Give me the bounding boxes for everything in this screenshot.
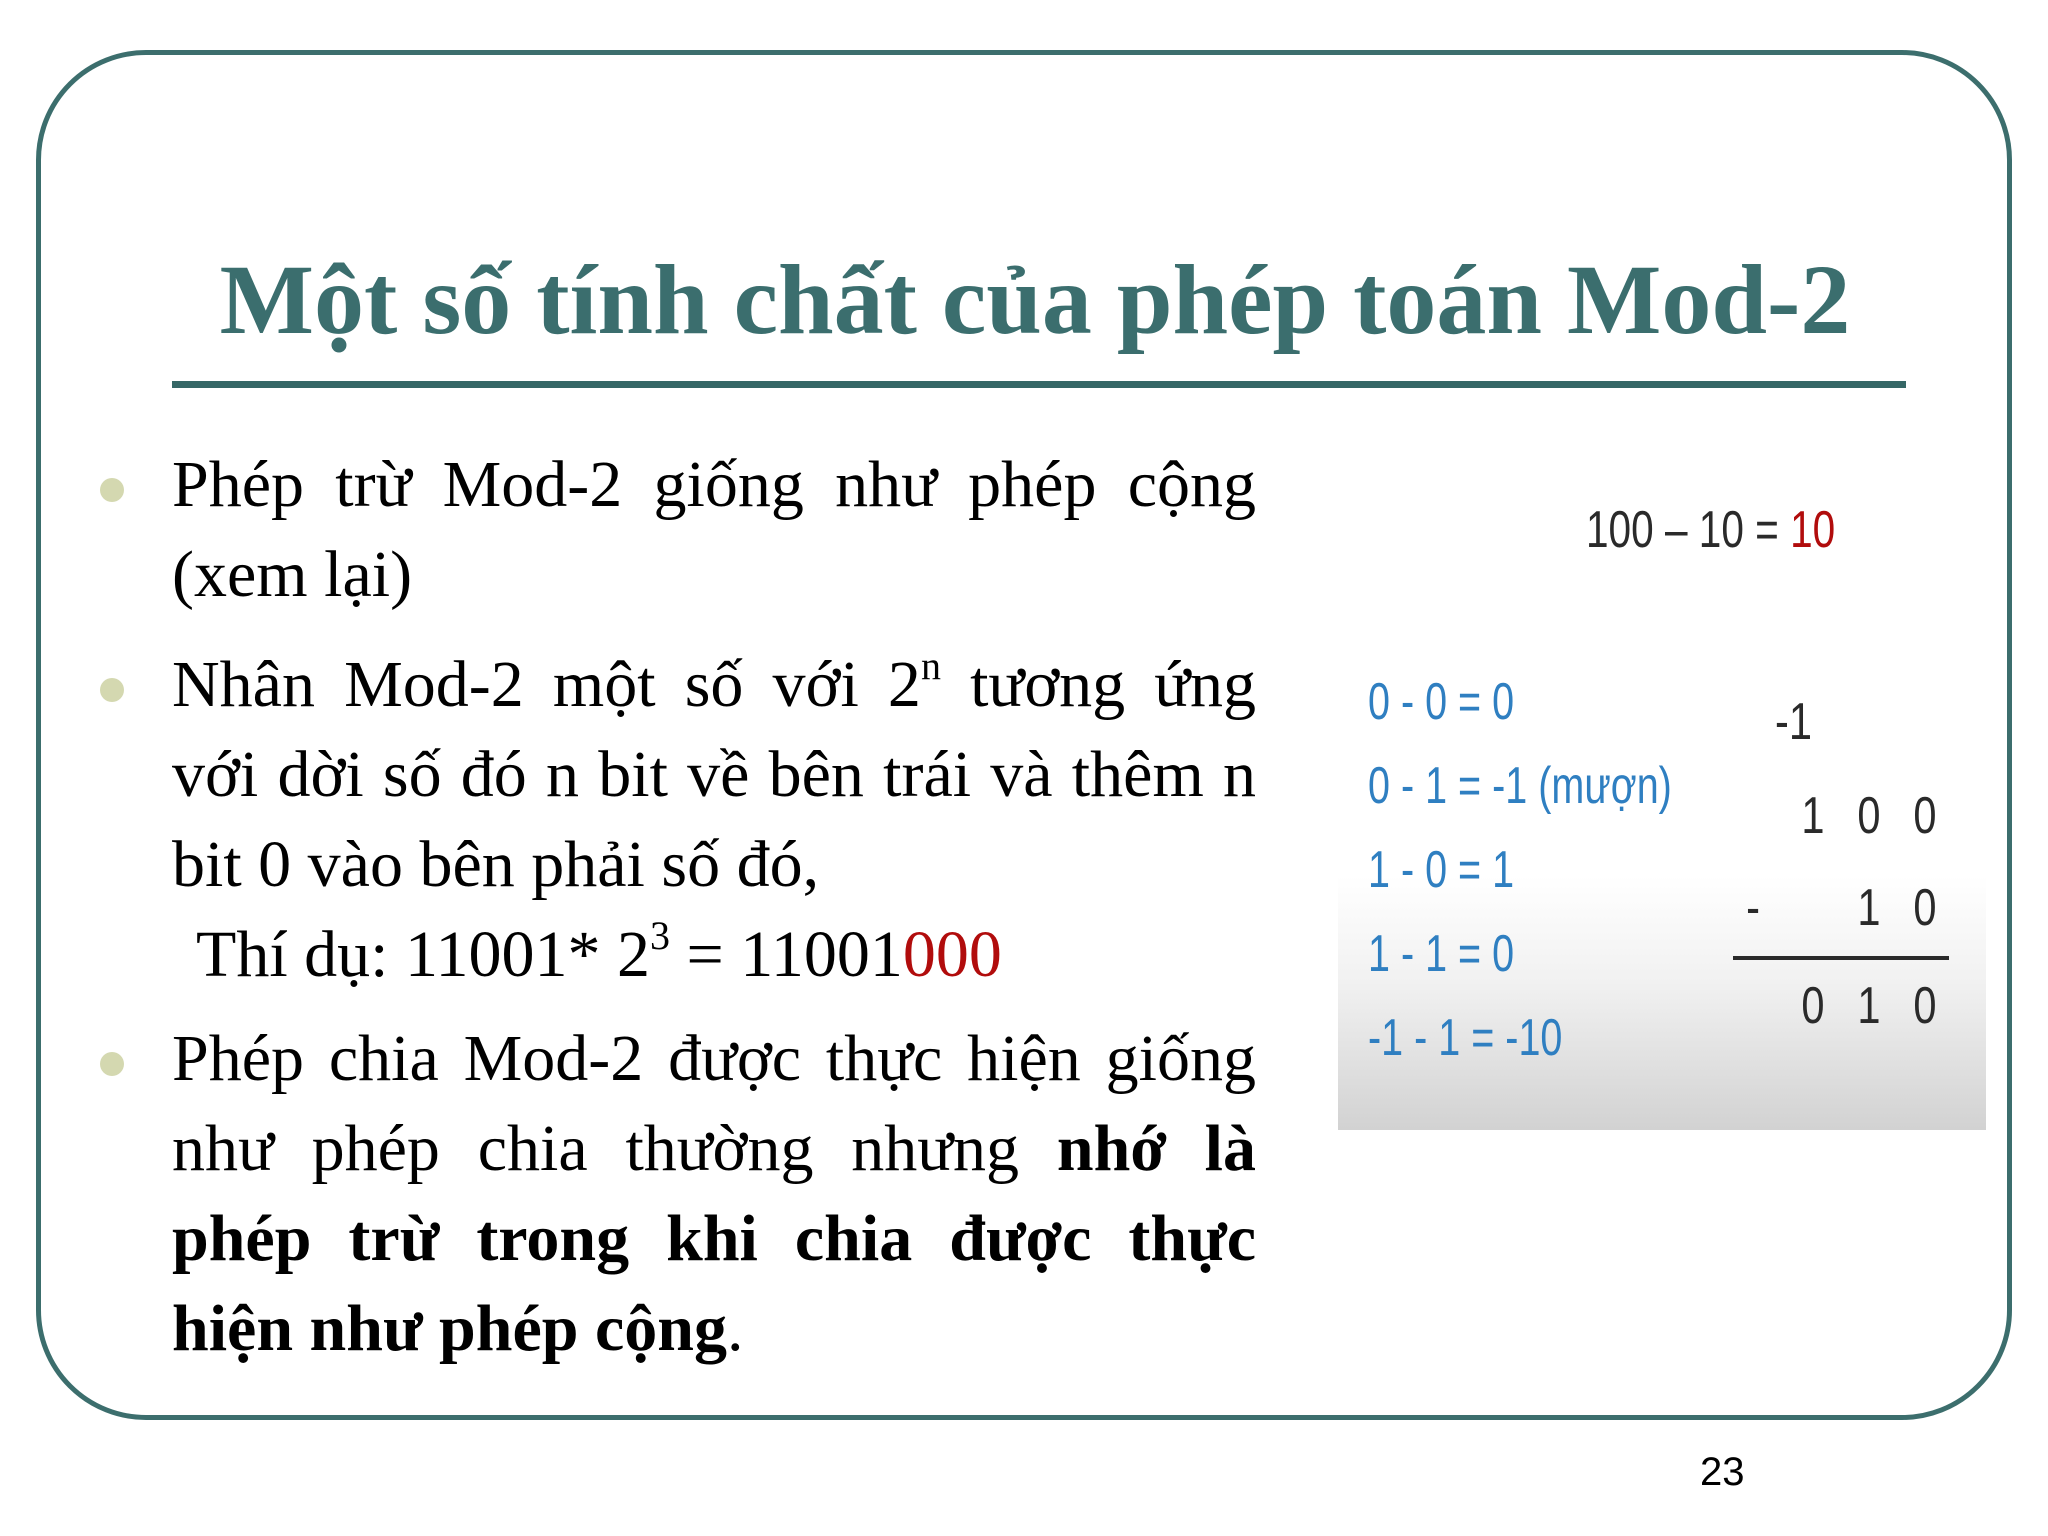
bullet-text: Phép trừ Mod-2 giống như phép cộng (xem lại) [172,448,1256,611]
example-line [96,910,1256,1000]
slide-title: Một số tính chất của phép toán Mod-2 [219,244,1851,355]
example-equation: = 11001 [670,918,903,991]
bullet-text-part: Phép chia Mod-2 được thực hiện giống như phép chia thường nhưng [172,1022,1256,1185]
rule-line: 1 - 1 = 0 [1368,925,1515,983]
bullet-text [172,1014,1256,1374]
digit: 1 [1801,787,1825,845]
bullet-item-multiplication [96,640,1256,910]
bullet-text [172,640,1256,910]
rule-line: 1 - 0 = 1 [1368,841,1515,899]
rule-line: 0 - 0 = 0 [1368,673,1515,731]
bullet-item-division [96,1014,1256,1374]
example-prefix: Thí dụ: 11001* 2 [196,918,651,991]
bullet-dot-icon [100,1052,124,1076]
example-exponent: 3 [650,913,671,958]
figure-equation-left: 100 – 10 = [1586,501,1791,559]
example-appended-zeros: 000 [902,918,1002,991]
result-line [1733,956,1949,960]
digit: 0 [1857,787,1881,845]
bullet-dot-icon [100,478,124,502]
borrow-mark: -1 [1775,693,1812,751]
digit: 0 [1913,787,1937,845]
bullet-text-part: Nhân Mod-2 một số với 2 [172,648,921,721]
page-number: 23 [1700,1450,1745,1494]
digit: 1 [1857,879,1881,937]
subtraction-figure [1338,460,1986,1130]
column-subtraction [1733,460,1983,1120]
bullet-text-emphasis: nhớ là phép trừ trong khi chia được thực hiện như phép cộng [172,1112,1256,1365]
rule-line: -1 - 1 = -10 [1368,1009,1563,1067]
digit: 0 [1913,879,1937,937]
subtraction-rules [1368,660,1768,1080]
digit: 1 [1857,977,1881,1035]
title-underline [172,381,1906,388]
minus-sign: - [1746,879,1760,937]
bullet-list [96,440,1256,1374]
bullet-item-subtraction [96,440,1256,620]
bullet-dot-icon [100,678,124,702]
bullet-text-part: . [726,1292,744,1365]
bullet-text-part: tương ứng với dời số đó n bit về bên trái và thêm n bit 0 vào bên phải số đó, [172,648,1257,901]
digit: 0 [1801,977,1825,1035]
figure-equation-result: 10 [1790,501,1836,559]
exponent: n [920,643,941,688]
rule-line: 0 - 1 = -1 (mượn) [1368,757,1672,815]
digit: 0 [1913,977,1937,1035]
